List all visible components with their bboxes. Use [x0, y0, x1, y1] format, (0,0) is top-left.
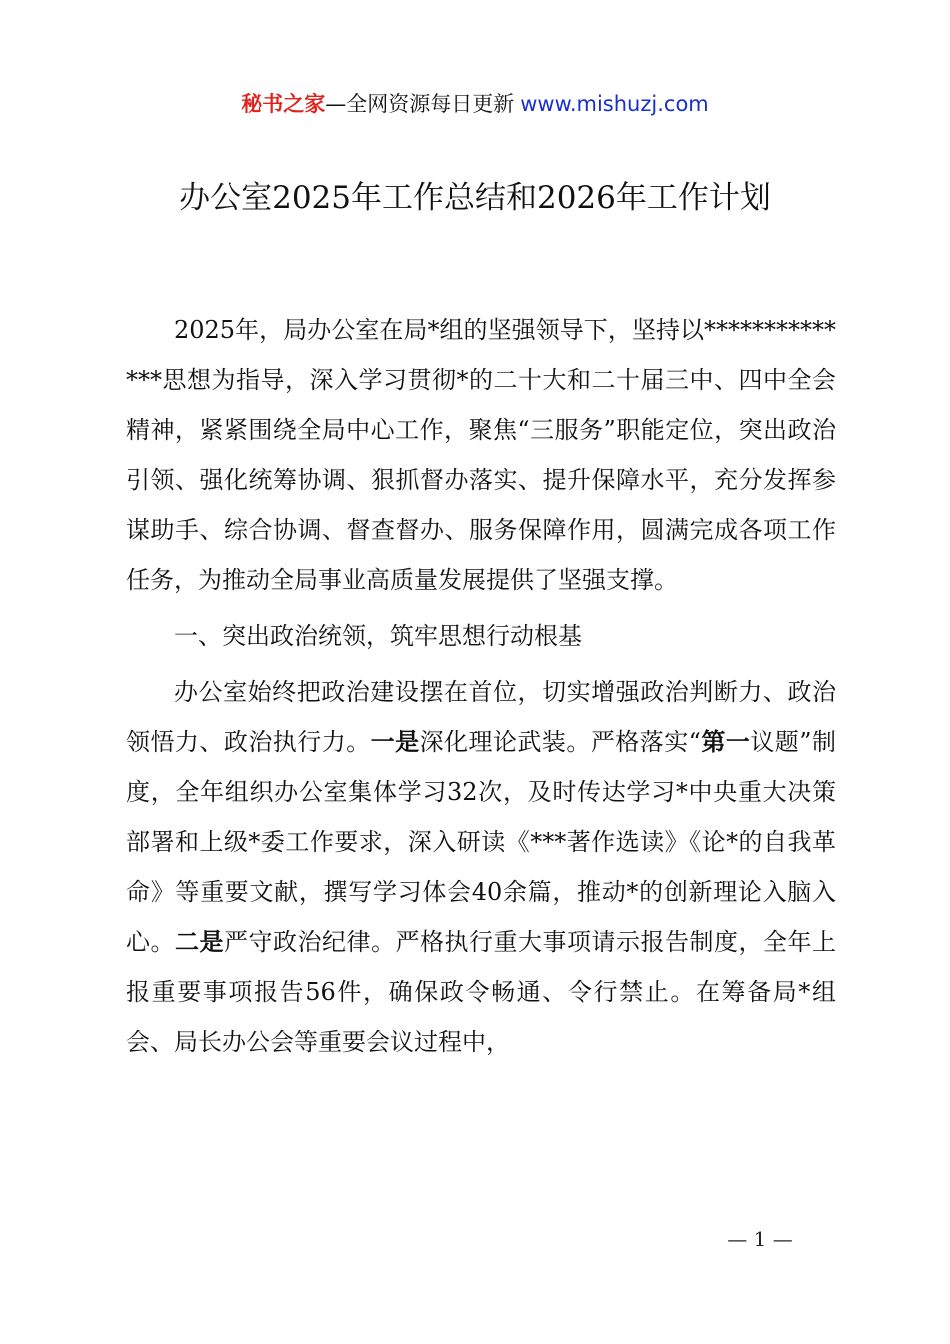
text-run: 严守政治纪律。严格执行重大事项请示报告制度，全年上报重要事项报告56件，确保政令畅通、令行禁止。在筹备局*组会、局长办公会等重要会议过程中，: [126, 928, 836, 1056]
section-paragraph: [126, 667, 836, 1067]
document-title: 办公室2025年工作总结和2026年工作计划: [179, 180, 771, 216]
text-run: 深化理论武装。严格落实“: [419, 728, 701, 756]
text-run: 议题”制度，全年组织办公室集体学习32次，及时传达学习*中央重大决策部署和上级*委工作要求，深入研读《***著作选读》《论*的自我革命》等重要文献，撰写学习体会40余篇，推动*的创新理论入脑入心。: [126, 728, 837, 956]
emphasis-run: 第一: [700, 727, 751, 756]
site-header-banner: [0, 86, 950, 122]
page-number: — 1 —: [727, 1227, 793, 1251]
text-run: 办公室始终把政治建设摆在首位，切实增强政治判断力、政治领悟力、政治执行力。: [126, 678, 836, 756]
site-brand: 秘书之家: [241, 92, 326, 116]
site-tagline: —全网资源每日更新: [325, 92, 515, 116]
emphasis-run: 一是: [370, 727, 420, 756]
document-body: [126, 305, 836, 1067]
emphasis-run: 二是: [175, 927, 224, 956]
intro-paragraph: 2025年，局办公室在局*组的坚强领导下，坚持以**************思想为指导，深入学习贯彻*的二十大和二十届三中、四中全会精神，紧紧围绕全局中心工作，聚焦“三服务”职能定位，突出政治引领、强化统筹协调、狠抓督办落实、提升保障水平，充分发挥参谋助手、综合协调、督查督办、服务保障作用，圆满完成各项工作任务，为推动全局事业高质量发展提供了坚强支撑。: [126, 316, 836, 594]
section-heading: 一、突出政治统领，筑牢思想行动根基: [174, 622, 582, 650]
site-url-link[interactable]: www.mishuzj.com: [520, 92, 709, 116]
